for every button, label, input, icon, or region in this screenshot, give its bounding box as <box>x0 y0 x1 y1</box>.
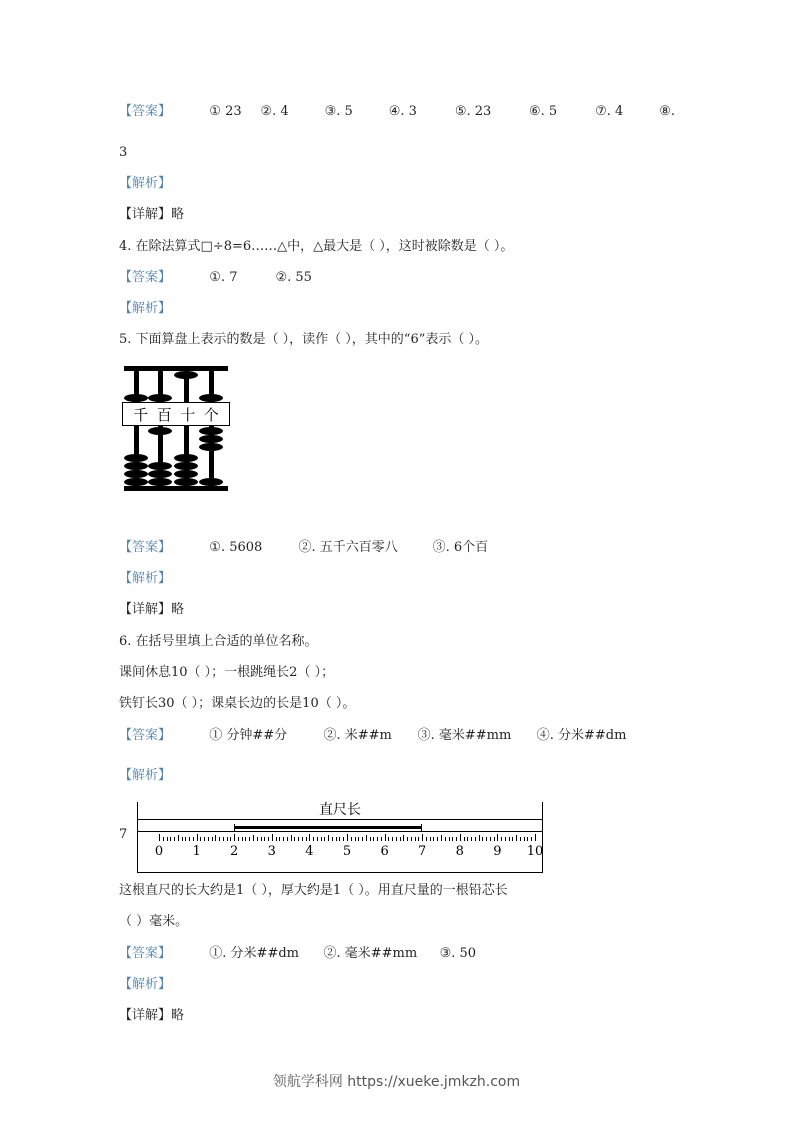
q4-question: 4. 在除法算式□÷8=6……△中，△最大是（ ），这时被除数是（ ）。 <box>119 239 514 254</box>
q4-answer-row <box>119 269 312 287</box>
ruler-tick <box>351 837 352 841</box>
abacus-bead <box>124 470 148 478</box>
ruler-tick-label: 10 <box>526 844 544 859</box>
ruler-tick <box>167 837 168 841</box>
ruler-tick-label: 7 <box>418 844 427 859</box>
ruler-tick <box>298 837 299 841</box>
ruler-tick <box>339 837 340 841</box>
ruler-tick <box>464 837 465 841</box>
ruler-tick <box>381 837 382 841</box>
answer-item: ②. 毫米##mm <box>323 946 418 961</box>
ruler-tick <box>287 837 288 841</box>
abacus-figure <box>122 364 230 494</box>
ruler-tick <box>238 837 239 841</box>
ruler-tick <box>182 837 183 841</box>
ruler-tick <box>497 834 498 841</box>
ruler-tick <box>321 837 322 841</box>
ruler-tick <box>433 837 434 841</box>
ruler-tick-label: 3 <box>267 844 276 859</box>
analysis-tag: 【解析】 <box>119 571 172 586</box>
ruler-tick <box>418 837 419 841</box>
ruler-tick <box>193 837 194 841</box>
q7-question-line-1: 这根直尺的长大约是1（ ），厚大约是1（ ）。用直尺量的一根铅芯长 <box>119 883 508 898</box>
ruler-tick <box>358 837 359 841</box>
place-label-thousands: 千 <box>133 405 149 424</box>
ruler-tick <box>471 837 472 841</box>
ruler-tick <box>366 835 367 841</box>
answer-item: ③. 5 <box>324 104 353 119</box>
ruler-tick <box>264 837 265 841</box>
place-label-hundreds: 百 <box>156 405 172 424</box>
ruler-tick <box>268 837 269 841</box>
abacus-bead <box>199 478 223 486</box>
ruler-tick <box>509 837 510 841</box>
ruler-tick <box>392 837 393 841</box>
answer-item: ① 分钟##分 <box>209 728 288 743</box>
ruler-tick <box>385 834 386 841</box>
ruler-tick <box>276 837 277 841</box>
q6-line-2: 铁钉长30（ ）；课桌长边的长是10（ ）。 <box>119 696 356 711</box>
ruler-tick <box>306 837 307 841</box>
ruler-tick <box>332 837 333 841</box>
ruler-tick <box>516 835 517 841</box>
ruler-tick <box>343 837 344 841</box>
abacus-bead <box>174 462 198 470</box>
ruler-tick <box>400 837 401 841</box>
ruler-tick <box>185 837 186 841</box>
ruler-tick <box>283 837 284 841</box>
ruler-tick <box>512 837 513 841</box>
abacus-bead <box>148 470 172 478</box>
ruler-tick <box>490 837 491 841</box>
ruler-tick-label: 8 <box>455 844 464 859</box>
answer-item: ①. 分米##dm <box>209 946 299 961</box>
ruler-tick <box>324 837 325 841</box>
ruler-tick <box>396 837 397 841</box>
place-label-tens: 十 <box>180 405 196 424</box>
abacus-bead <box>124 478 148 486</box>
abacus-bead <box>174 478 198 486</box>
detail-text: 略 <box>171 207 185 222</box>
detail-tag: 【详解】 <box>119 602 172 617</box>
ruler-tick <box>501 837 502 841</box>
answer-item: ②. 4 <box>260 104 289 119</box>
ruler-tick <box>174 837 175 841</box>
abacus-bead <box>148 462 172 470</box>
ruler-tick <box>197 834 198 841</box>
answer-item: ②. 55 <box>275 270 312 285</box>
ruler-tick-label: 9 <box>493 844 502 859</box>
abacus-bead <box>199 443 223 451</box>
q7-number: 7 <box>119 827 128 842</box>
ruler-tick <box>159 834 160 841</box>
ruler-tick <box>520 837 521 841</box>
ruler-tick <box>212 837 213 841</box>
ruler-tick <box>441 835 442 841</box>
ruler-tick <box>411 837 412 841</box>
ruler-tick <box>242 837 243 841</box>
ruler-tick <box>415 837 416 841</box>
ruler-tick <box>253 835 254 841</box>
ruler-tick <box>336 837 337 841</box>
ruler-tick <box>317 837 318 841</box>
ruler-tick <box>204 837 205 841</box>
footer-watermark: 领航学科网 https://xueke.jmkzh.com <box>272 1074 521 1090</box>
ruler-tick <box>294 837 295 841</box>
abacus-bead <box>148 394 172 402</box>
q5-answer-row <box>119 539 488 557</box>
ruler-tick <box>223 837 224 841</box>
ruler-tick <box>328 835 329 841</box>
ruler-tick <box>230 837 231 841</box>
ruler-tick <box>422 834 423 841</box>
abacus-bead <box>148 427 172 435</box>
answer-item: ④. 3 <box>388 104 417 119</box>
ruler-tick <box>215 835 216 841</box>
ruler-tick-label: 1 <box>192 844 201 859</box>
abacus-bead <box>199 435 223 443</box>
ruler-tick <box>524 837 525 841</box>
ruler-tick <box>362 837 363 841</box>
answer-item: ③. 50 <box>439 946 477 961</box>
q7-question-line-2: （ ）毫米。 <box>119 914 189 929</box>
measure-cap-right <box>421 824 422 831</box>
ruler-tick <box>426 837 427 841</box>
ruler-tick <box>486 837 487 841</box>
ruler-figure <box>119 800 549 875</box>
q3-answer-wrap: 3 <box>119 145 128 160</box>
ruler-tick <box>437 837 438 841</box>
ruler-tick <box>302 837 303 841</box>
abacus-bottom-bar <box>124 486 228 491</box>
answer-item: ①. 7 <box>209 270 238 285</box>
q6-answer-row <box>119 727 626 745</box>
ruler-tick <box>234 834 235 841</box>
answer-item: ②. 五千六百零八 <box>298 540 398 555</box>
detail-tag: 【详解】 <box>119 1008 172 1023</box>
ruler-tick <box>309 834 310 841</box>
ruler-tick <box>178 835 179 841</box>
ruler-tick-label: 5 <box>342 844 352 859</box>
abacus-bead <box>199 427 223 435</box>
abacus-bead <box>174 470 198 478</box>
abacus-bead <box>124 394 148 402</box>
answer-item: ① 23 <box>209 104 242 119</box>
ruler-tick <box>449 837 450 841</box>
abacus-place-labels <box>122 402 230 426</box>
q6-line-1: 课间休息10（ ）；一根跳绳长2（ ）； <box>119 665 335 680</box>
answer-tag: 【答案】 <box>119 540 172 555</box>
ruler-tick <box>163 837 164 841</box>
ruler-tick <box>407 837 408 841</box>
abacus-bead <box>148 478 172 486</box>
analysis-tag: 【解析】 <box>119 176 172 191</box>
ruler-tick <box>347 834 348 841</box>
analysis-tag: 【解析】 <box>119 768 172 783</box>
ruler-tick <box>189 837 190 841</box>
abacus-bead <box>199 394 223 402</box>
ruler-tick <box>313 837 314 841</box>
answer-tag: 【答案】 <box>119 104 172 119</box>
q6-question: 6. 在括号里填上合适的单位名称。 <box>119 634 318 649</box>
ruler-tick <box>475 837 476 841</box>
ruler-tick <box>403 835 404 841</box>
detail-text: 略 <box>171 1008 185 1023</box>
ruler-tick <box>227 837 228 841</box>
ruler-tick <box>170 837 171 841</box>
answer-item: ②. 米##m <box>323 728 392 743</box>
ruler-tick <box>467 837 468 841</box>
answer-item: ⑥. 5 <box>529 104 558 119</box>
ruler-tick-label: 0 <box>154 844 164 859</box>
ruler-tick <box>456 837 457 841</box>
ruler-tick-label: 2 <box>230 844 239 859</box>
abacus-bead <box>174 371 198 379</box>
detail-text: 略 <box>171 602 185 617</box>
answer-item: ①. 5608 <box>209 540 263 555</box>
ruler-tick <box>482 837 483 841</box>
abacus-bead <box>174 454 198 462</box>
answer-item: ⑧. <box>659 104 676 119</box>
answer-item: ⑦. 4 <box>595 104 624 119</box>
ruler-tick <box>261 837 262 841</box>
ruler-tick <box>505 837 506 841</box>
answer-item: ⑤. 23 <box>454 104 492 119</box>
analysis-tag: 【解析】 <box>119 301 172 316</box>
abacus-bead <box>124 462 148 470</box>
ruler-title: 直尺长 <box>319 802 361 818</box>
ruler-tick <box>452 837 453 841</box>
answer-item: ③. 6个百 <box>432 540 489 555</box>
q3-detail-row <box>119 206 184 224</box>
ruler-tick <box>272 834 273 841</box>
q7-answer-row <box>119 945 476 963</box>
ruler-tick <box>377 837 378 841</box>
ruler-tick <box>355 837 356 841</box>
ruler-tick-label: 4 <box>305 844 314 859</box>
ruler-tick <box>291 835 292 841</box>
ruler-tick <box>494 837 495 841</box>
ruler-measure-bar <box>234 826 422 829</box>
analysis-tag: 【解析】 <box>119 977 172 992</box>
ruler-tick <box>430 837 431 841</box>
q3-answer-row <box>119 103 675 121</box>
q7-detail-row <box>119 1007 184 1025</box>
ruler-tick <box>370 837 371 841</box>
ruler-tick <box>527 837 528 841</box>
answer-item: ④. 分米##dm <box>536 728 627 743</box>
ruler-tick <box>219 837 220 841</box>
ruler-tick <box>200 837 201 841</box>
ruler-tick <box>208 837 209 841</box>
ruler-tick <box>257 837 258 841</box>
ruler-tick <box>245 837 246 841</box>
answer-tag: 【答案】 <box>119 946 172 961</box>
q5-question: 5. 下面算盘上表示的数是（ ），读作（ ），其中的“6”表示（ ）。 <box>119 332 488 347</box>
ruler-tick <box>249 837 250 841</box>
place-label-ones: 个 <box>203 405 219 424</box>
ruler-tick <box>479 835 480 841</box>
ruler-tick <box>535 834 536 841</box>
abacus-bead <box>124 454 148 462</box>
ruler-tick <box>373 837 374 841</box>
ruler-tick <box>531 837 532 841</box>
ruler-tick <box>460 834 461 841</box>
ruler-tick <box>445 837 446 841</box>
ruler-frame <box>137 802 543 873</box>
answer-tag: 【答案】 <box>119 728 172 743</box>
ruler-tick-label: 6 <box>380 844 389 859</box>
ruler-tick <box>388 837 389 841</box>
measure-cap-left <box>234 824 235 831</box>
ruler-tick <box>279 837 280 841</box>
answer-item: ③. 毫米##mm <box>417 728 512 743</box>
answer-tag: 【答案】 <box>119 270 172 285</box>
detail-tag: 【详解】 <box>119 207 172 222</box>
q5-detail-row <box>119 601 184 619</box>
